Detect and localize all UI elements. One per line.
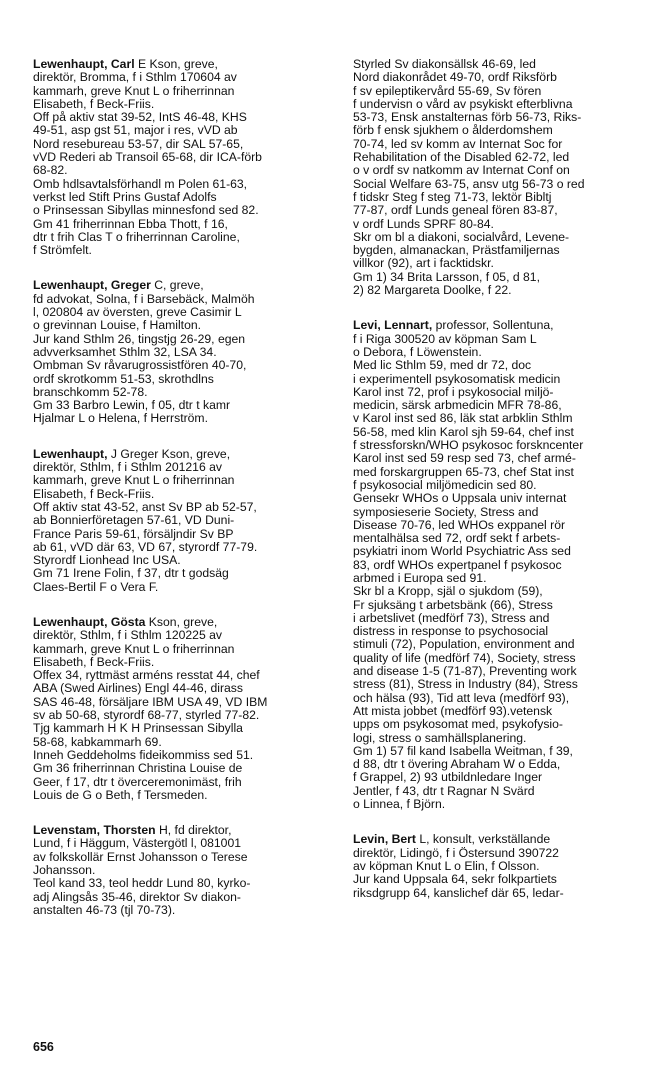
entry-text: ordf skrotkomm 51-53, skrothdlns — [33, 372, 214, 386]
entry-line — [353, 718, 651, 731]
entry-line — [33, 111, 331, 124]
entry-text: Rehabilitation of the Disabled 62-72, led — [353, 151, 570, 165]
entry-line — [353, 833, 651, 846]
entry-line — [353, 466, 651, 479]
entry-line — [33, 412, 331, 425]
entry-text: stress (81), Stress in Industry (84), Stress — [353, 678, 578, 692]
entry-text: ab 61, vVD där 63, VD 67, styrordf 77-79. — [33, 540, 258, 554]
entry-text: Off aktiv stat 43-52, anst Sv BP ab 52-57, — [33, 500, 257, 514]
entry-text: Elisabeth, f Beck-Friis. — [33, 97, 155, 111]
entry-line — [353, 705, 651, 718]
entry-text: av köpman Knut L o Elin, f Olsson. — [353, 859, 540, 873]
entry-line — [33, 488, 331, 501]
entry-line — [33, 373, 331, 386]
entry-line — [33, 71, 331, 84]
entry-text: Jur kand Uppsala 64, sekr folkpartiets — [353, 873, 557, 887]
entry-text: förb f ensk sjukhem o ålderdomshem — [353, 124, 553, 138]
entry-text: Gm 41 friherrinnan Ebba Thott, f 16, — [33, 217, 228, 231]
entry-text: o Prinsessan Sibyllas minnesfond sed 82. — [33, 204, 259, 218]
entry-line — [33, 204, 331, 217]
entry-text: o Linnea, f Björn. — [353, 798, 446, 812]
entry-text: v ordf Lunds SPRF 80-84. — [353, 217, 494, 231]
biography-entry — [33, 824, 331, 917]
entry-text: L, konsult, verkställande — [416, 833, 551, 847]
entry-name: Lewenhaupt, Greger — [33, 279, 151, 293]
entry-line — [353, 732, 651, 745]
entry-text: o grevinnan Louise, f Hamilton. — [33, 319, 202, 333]
entry-text: sv ab 50-68, styrordf 68-77, styrled 77-82. — [33, 709, 260, 723]
entry-text: Gm 1) 57 fil kand Isabella Weitman, f 39, — [353, 744, 573, 758]
entry-text: anstalten 46-73 (tjl 70-73). — [33, 903, 176, 917]
entry-line — [33, 736, 331, 749]
entry-text: ab Bonnierföretagen 57-61, VD Duni- — [33, 514, 235, 528]
entry-text: adj Alingsås 35-46, direktor Sv diakon- — [33, 890, 241, 904]
entry-line — [33, 191, 331, 204]
entry-line — [353, 758, 651, 771]
entry-text: dtr t frih Clas T o friherrinnan Caroline, — [33, 230, 240, 244]
entry-text: 58-68, kabkammarh 69. — [33, 735, 162, 749]
entry-line — [33, 789, 331, 802]
entry-line — [33, 501, 331, 514]
entry-line — [353, 98, 651, 111]
entry-text: kammarh, greve Knut L o friherrinnan — [33, 84, 235, 98]
entry-text: i arbetslivet (medförf 73), Stress and — [353, 611, 550, 625]
entry-line — [33, 682, 331, 695]
entry-name: Lewenhaupt, — [33, 447, 108, 461]
entry-text: f psykosocial miljömedicin sed 80. — [353, 478, 537, 492]
entry-line — [33, 776, 331, 789]
entry-line — [33, 581, 331, 594]
entry-text: symposieserie Society, Stress and — [353, 505, 539, 519]
entry-line — [33, 98, 331, 111]
entry-text: Inneh Geddeholms fideikommiss sed 51. — [33, 748, 254, 762]
entry-text: France Paris 59-61, försäljndir Sv BP — [33, 527, 234, 541]
biography-entry — [33, 58, 331, 257]
entry-line — [353, 545, 651, 558]
entry-line — [353, 785, 651, 798]
entry-line — [353, 257, 651, 270]
entry-line — [353, 599, 651, 612]
entry-line — [33, 164, 331, 177]
entry-text: Claes-Bertil F o Vera F. — [33, 580, 159, 594]
entry-text: Gm 71 Irene Folin, f 37, dtr t godsäg — [33, 567, 229, 581]
entry-text: Fr sjuksäng t arbetsbänk (66), Stress — [353, 598, 553, 612]
entry-text: Off på aktiv stat 39-52, IntS 46-48, KHS — [33, 111, 247, 125]
entry-text: Louis de G o Beth, f Tersmeden. — [33, 788, 208, 802]
entry-line — [353, 559, 651, 572]
entry-text: riksdgrupp 64, kanslichef där 65, ledar- — [353, 886, 564, 900]
entry-text: 2) 82 Margareta Doolke, f 22. — [353, 284, 512, 298]
entry-text: Gensekr WHOs o Uppsala univ internat — [353, 492, 567, 506]
entry-line — [353, 771, 651, 784]
entry-text: distress in response to psychosocial — [353, 625, 549, 639]
entry-text: f stressforskn/WHO psykosoc forskncenter — [353, 439, 584, 453]
entry-line — [353, 138, 651, 151]
entry-line — [353, 124, 651, 137]
entry-line — [33, 669, 331, 682]
entry-text: ABA (Swed Airlines) Engl 44-46, dirass — [33, 682, 243, 696]
entry-text: upps om psykosomat med, psykofysio- — [353, 718, 563, 732]
entry-line — [353, 284, 651, 297]
entry-text: Karol inst 72, prof i psykosocial miljö- — [353, 385, 554, 399]
entry-line — [353, 439, 651, 452]
entry-text: Att mista jobbet (medförf 93).vetensk — [353, 704, 553, 718]
entry-line — [353, 692, 651, 705]
entry-text: v Karol inst sed 86, läk stat arbklin Sthlm — [353, 412, 573, 426]
entry-text: Gm 33 Barbro Lewin, f 05, dtr t kamr — [33, 399, 231, 413]
entry-text: 56-58, med klin Karol sjh 59-64, chef inst — [353, 425, 574, 439]
entry-line — [33, 231, 331, 244]
entry-text: Ombman Sv råvarugrossistfören 40-70, — [33, 359, 247, 373]
entry-text: 53-73, Ensk anstalternas förb 56-73, Riks- — [353, 111, 582, 125]
entry-line — [33, 279, 331, 292]
entry-text: E Kson, greve, — [134, 58, 218, 71]
entry-text: mentalhälsa sed 72, ordf sekt f arbets- — [353, 532, 561, 546]
entry-text: J Greger Kson, greve, — [107, 447, 231, 461]
entry-line — [33, 528, 331, 541]
entry-line — [33, 306, 331, 319]
entry-line — [353, 111, 651, 124]
entry-line — [33, 696, 331, 709]
entry-text: Med lic Sthlm 59, med dr 72, doc — [353, 359, 532, 373]
entry-line — [353, 218, 651, 231]
entry-name: Lewenhaupt, Carl — [33, 58, 135, 71]
entry-line — [353, 373, 651, 386]
entry-text: och hälsa (93), Tid att leva (medförf 93), — [353, 691, 570, 705]
entry-line — [33, 643, 331, 656]
entry-text: l, 020804 av översten, greve Casimir L — [33, 306, 242, 320]
entry-line — [33, 178, 331, 191]
entry-text: 77-87, ordf Lunds geneal fören 83-87, — [353, 204, 558, 218]
entry-line — [353, 346, 651, 359]
entry-text: Social Welfare 63-75, ansv utg 56-73 o red — [353, 177, 585, 191]
entry-line — [353, 847, 651, 860]
entry-line — [353, 887, 651, 900]
entry-line — [33, 386, 331, 399]
entry-line — [353, 638, 651, 651]
entry-line — [353, 319, 651, 332]
entry-text: f undervisn o vård av psykiskt efterblivna — [353, 97, 573, 111]
entry-name: Lewenhaupt, Gösta — [33, 615, 146, 629]
entry-text: professor, Sollentuna, — [432, 319, 554, 333]
entry-text: 68-82. — [33, 164, 68, 178]
biography-entry — [33, 279, 331, 425]
entry-line — [353, 71, 651, 84]
entry-text: 70-74, led sv komm av Internat Soc for — [353, 137, 563, 151]
entry-text: vVD Rederi ab Transoil 65-68, dir ICA-förb — [33, 151, 262, 165]
entry-line — [33, 293, 331, 306]
entry-text: arbmed i Europa sed 91. — [353, 571, 487, 585]
entry-line — [33, 514, 331, 527]
entry-text: i experimentell psykosomatisk medicin — [353, 372, 561, 386]
entry-line — [33, 85, 331, 98]
biography-entry — [353, 833, 651, 899]
biography-entry — [33, 616, 331, 802]
entry-text: o Debora, f Löwenstein. — [353, 345, 482, 359]
left-column — [33, 58, 331, 939]
entry-line — [353, 532, 651, 545]
entry-line — [353, 164, 651, 177]
entry-line — [353, 178, 651, 191]
entry-line — [33, 749, 331, 762]
entry-text: o v ordf sv natkomm av Internat Conf on — [353, 164, 570, 178]
entry-text: and disease 1-5 (71-87), Preventing work — [353, 665, 577, 679]
entry-text: kammarh, greve Knut L o friherrinnan — [33, 642, 235, 656]
entry-line — [353, 572, 651, 585]
entry-line — [353, 386, 651, 399]
page-number: 656 — [33, 1040, 54, 1054]
entry-line — [33, 616, 331, 629]
entry-line — [353, 271, 651, 284]
entry-line — [33, 461, 331, 474]
entry-line — [353, 745, 651, 758]
entry-text: f i Riga 300520 av köpman Sam L — [353, 332, 537, 346]
entry-line — [33, 124, 331, 137]
entry-line — [33, 837, 331, 850]
entry-line — [353, 492, 651, 505]
entry-text: av folkskollär Ernst Johansson o Terese — [33, 850, 248, 864]
entry-text: 49-51, asp gst 51, major i res, vVD ab — [33, 124, 238, 138]
entry-text: med forskargruppen 65-73, chef Stat inst — [353, 465, 574, 479]
entry-line — [353, 191, 651, 204]
entry-line — [353, 412, 651, 425]
entry-line — [353, 625, 651, 638]
entry-text: Geer, f 17, dtr t överceremonimäst, frih — [33, 775, 242, 789]
entry-text: Jur kand Sthlm 26, tingstjg 26-29, egen — [33, 332, 246, 346]
entry-line — [353, 58, 651, 71]
entry-text: branschkomm 52-78. — [33, 385, 148, 399]
entry-line — [33, 448, 331, 461]
entry-line — [33, 218, 331, 231]
entry-line — [33, 762, 331, 775]
entry-line — [33, 629, 331, 642]
entry-text: Disease 70-76, led WHOs exppanel rör — [353, 518, 566, 532]
entry-text: H, fd direktor, — [155, 824, 232, 838]
entry-line — [353, 333, 651, 346]
entry-text: Jentler, f 43, dtr t Ragnar N Svärd — [353, 784, 535, 798]
entry-text: Karol inst sed 59 resp sed 73, chef armé- — [353, 452, 576, 466]
entry-name: Levi, Lennart, — [353, 319, 433, 333]
entry-line — [33, 151, 331, 164]
entry-line — [33, 541, 331, 554]
entry-text: stimuli (72), Population, environment and — [353, 638, 575, 652]
entry-text: Elisabeth, f Beck-Friis. — [33, 487, 155, 501]
entry-line — [353, 519, 651, 532]
entry-line — [33, 244, 331, 257]
entry-line — [353, 399, 651, 412]
entry-line — [33, 904, 331, 917]
entry-line — [33, 138, 331, 151]
entry-line — [33, 333, 331, 346]
entry-line — [33, 656, 331, 669]
entry-line — [33, 567, 331, 580]
entry-line — [353, 678, 651, 691]
entry-text: C, greve, — [150, 279, 204, 293]
entry-text: Kson, greve, — [145, 615, 218, 629]
entry-line — [33, 709, 331, 722]
entry-name: Levenstam, Thorsten — [33, 824, 156, 838]
entry-text: direktör, Lidingö, f i Östersund 390722 — [353, 846, 559, 860]
entry-line — [33, 474, 331, 487]
entry-text: Styrled Sv diakonsällsk 46-69, led — [353, 58, 536, 71]
entry-text: f sv epileptikervård 55-69, Sv fören — [353, 84, 542, 98]
entry-line — [33, 399, 331, 412]
biography-entry — [33, 448, 331, 594]
entry-line — [33, 891, 331, 904]
entry-text: Offex 34, ryttmäst arméns resstat 44, chef — [33, 669, 260, 683]
entry-text: psykiatri inom World Psychiatric Ass sed — [353, 545, 571, 559]
entry-text: direktör, Bromma, f i Sthlm 170604 av — [33, 71, 237, 85]
entry-line — [353, 231, 651, 244]
entry-text: advverksamhet Sthlm 32, LSA 34. — [33, 345, 217, 359]
entry-text: Omb hdlsavtalsförhandl m Polen 61-63, — [33, 177, 248, 191]
entry-text: f Strömfelt. — [33, 244, 92, 258]
entry-line — [33, 58, 331, 71]
entry-text: direktör, Sthlm, f i Sthlm 201216 av — [33, 461, 222, 475]
entry-line — [33, 554, 331, 567]
entry-text: villkor (92), art i facktidskr. — [353, 257, 494, 271]
entry-text: medicin, särsk arbmedicin MFR 78-86, — [353, 399, 562, 413]
entry-line — [33, 722, 331, 735]
entry-line — [33, 824, 331, 837]
entry-text: Nord resebureau 53-57, dir SAL 57-65, — [33, 137, 244, 151]
entry-line — [353, 585, 651, 598]
entry-text: bygden, almanackan, Prästfamiljernas — [353, 244, 560, 258]
entry-text: logi, stress o samhällsplanering. — [353, 731, 527, 745]
entry-text: Teol kand 33, teol heddr Lund 80, kyrko- — [33, 877, 251, 891]
entry-text: Elisabeth, f Beck-Friis. — [33, 655, 155, 669]
entry-line — [353, 204, 651, 217]
entry-text: Skr bl a Kropp, själ o sjukdom (59), — [353, 585, 543, 599]
entry-line — [353, 426, 651, 439]
entry-text: kammarh, greve Knut L o friherrinnan — [33, 474, 235, 488]
entry-text: Gm 36 friherrinnan Christina Louise de — [33, 762, 243, 776]
entry-line — [33, 319, 331, 332]
entry-line — [353, 798, 651, 811]
entry-text: SAS 46-48, försäljare IBM USA 49, VD IBM — [33, 695, 268, 709]
entry-text: fd advokat, Solna, f i Barsebäck, Malmöh — [33, 292, 255, 306]
entry-line — [353, 873, 651, 886]
entry-line — [33, 864, 331, 877]
biography-entry — [353, 58, 651, 297]
entry-line — [33, 851, 331, 864]
entry-text: Skr om bl a diakoni, socialvård, Levene- — [353, 230, 570, 244]
entry-line — [353, 506, 651, 519]
entry-text: d 88, dtr t övering Abraham W o Edda, — [353, 758, 561, 772]
entry-text: verkst led Stift Prins Gustaf Adolfs — [33, 190, 217, 204]
entry-text: Tjg kammarh H K H Prinsessan Sibylla — [33, 722, 243, 736]
entry-line — [353, 652, 651, 665]
entry-text: f tidskr Steg f steg 71-73, lektör Bibltj — [353, 190, 552, 204]
entry-text: Hjalmar L o Helena, f Herrström. — [33, 412, 208, 426]
entry-name: Levin, Bert — [353, 833, 416, 847]
entry-text: Nord diakonrådet 49-70, ordf Riksförb — [353, 71, 557, 85]
entry-text: Gm 1) 34 Brita Larsson, f 05, d 81, — [353, 270, 540, 284]
entry-line — [353, 452, 651, 465]
entry-text: 83, ordf WHOs expertpanel f psykosoc — [353, 558, 562, 572]
entry-line — [353, 244, 651, 257]
entry-text: Styrordf Lionhead Inc USA. — [33, 554, 181, 568]
entry-text: Lund, f i Häggum, Västergötl l, 081001 — [33, 837, 241, 851]
entry-text: Johansson. — [33, 864, 96, 878]
biography-entry — [353, 319, 651, 811]
entry-text: f Grappel, 2) 93 utbildnledare Inger — [353, 771, 543, 785]
entry-line — [33, 359, 331, 372]
entry-line — [353, 479, 651, 492]
entry-text: quality of life (medförf 74), Society, stress — [353, 651, 576, 665]
entry-line — [353, 860, 651, 873]
right-column — [353, 58, 651, 922]
entry-line — [353, 151, 651, 164]
entry-line — [353, 665, 651, 678]
entry-text: direktör, Sthlm, f i Sthlm 120225 av — [33, 629, 222, 643]
entry-line — [33, 346, 331, 359]
entry-line — [353, 612, 651, 625]
entry-line — [353, 359, 651, 372]
entry-line — [353, 85, 651, 98]
entry-line — [33, 877, 331, 890]
